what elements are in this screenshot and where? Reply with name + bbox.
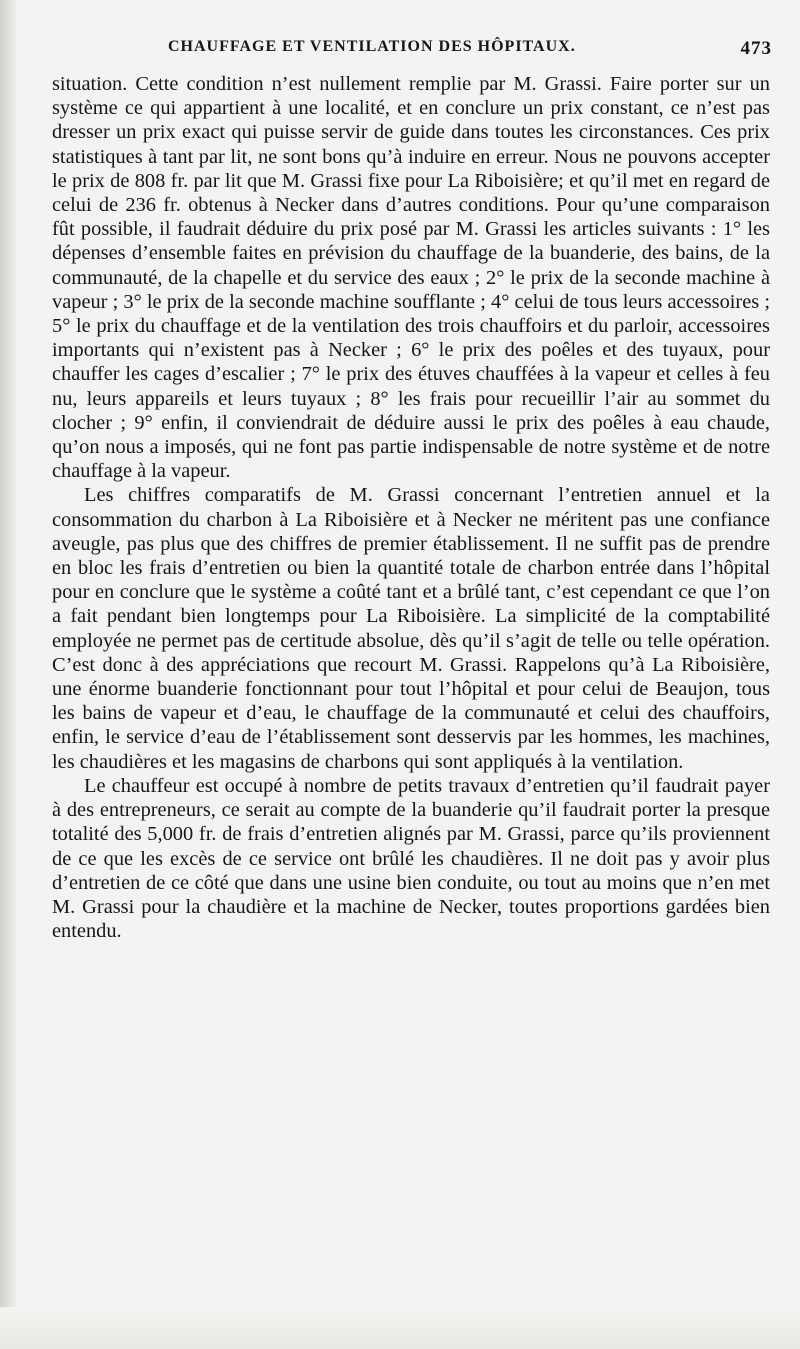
page-number: 473 <box>740 38 772 59</box>
paragraph-1: situation. Cette condition n’est nullement remplie par M. Grassi. Faire porter sur un système ce qui appartient à une localité, et en conclure un prix constant, ce n’est pas dresser un prix exact qui puisse servir de guide dans toutes les circonstances. Ces prix statistiques à tant par lit, ne sont bons qu’à induire en erreur. Nous ne pouvons accepter le prix de 808 fr. par lit que M. Grassi fixe pour La Riboisière; et qu’il met en regard de celui de 236 fr. obtenus à Necker dans d’autres conditions. Pour qu’une comparaison fût possible, il faudrait déduire du prix posé par M. Grassi les articles suivants : 1° les dépenses d’ensemble faites en prévision du chauffage de la buanderie, des bains, de la communauté, de la chapelle et du service des eaux ; 2° le prix de la seconde machine à vapeur ; 3° le prix de la seconde machine soufflante ; 4° celui de tous leurs accessoires ; 5° le prix du chauffage et de la ventilation des trois chauffoirs et du parloir, accessoires importants qui n’existent pas à Necker ; 6° le prix des poêles et des tuyaux, pour chauffer les cages d’escalier ; 7° le prix des étuves chauffées à la vapeur et celles à feu nu, leurs appareils et leurs tuyaux ; 8° les frais pour recueillir l’air au sommet du clocher ; 9° enfin, il conviendrait de déduire aussi le prix des poêles à eau chaude, qu’on nous a imposés, qui ne font pas partie indispensable de notre système et de notre chauffage à la vapeur. <box>52 73 770 483</box>
running-title: CHAUFFAGE ET VENTILATION DES HÔPITAUX. <box>168 38 576 55</box>
body-text <box>52 72 770 943</box>
paragraph-2: Les chiffres comparatifs de M. Grassi concernant l’entretien annuel et la consommation du charbon à La Riboisière et à Necker ne méritent pas une confiance aveugle, pas plus que des chiffres de premier établissement. Il ne suffit pas de prendre en bloc les frais d’entretien ou bien la quantité totale de charbon entrée dans l’hôpital pour en conclure que le système a coûté tant et a brûlé tant, c’est cependant ce que l’on a fait pendant bien longtemps pour La Riboisière. La simplicité de la comptabilité employée ne permet pas de certitude absolue, dès qu’il s’agit de telle ou telle opération. C’est donc à des appréciations que recourt M. Grassi. Rappelons qu’à La Riboisière, une énorme buanderie fonctionnant pour tout l’hôpital et pour celui de Beaujon, tous les bains de vapeur et d’eau, le chauffage de la communauté et celui des chauffoirs, enfin, le service d’eau de l’établissement sont desservis par les hommes, les machines, les chaudières et les magasins de charbons qui sont appliqués à la ventilation. <box>52 484 770 773</box>
page-bottom-edge <box>0 1307 800 1349</box>
binding-shadow <box>0 0 18 1349</box>
paragraph-3: Le chauffeur est occupé à nombre de petits travaux d’entretien qu’il faudrait payer à des entrepreneurs, ce serait au compte de la buanderie qu’il faudrait porter la presque totalité des 5,000 fr. de frais d’entretien alignés par M. Grassi, parce qu’ils proviennent de ce que les excès de ce service ont brûlé les chaudières. Il ne doit pas y avoir plus d’entretien de ce côté que dans une usine bien conduite, ou tout au moins que n’en met M. Grassi pour la chaudière et la machine de Necker, toutes proportions gardées bien entendu. <box>52 774 770 943</box>
page-header <box>52 38 772 66</box>
